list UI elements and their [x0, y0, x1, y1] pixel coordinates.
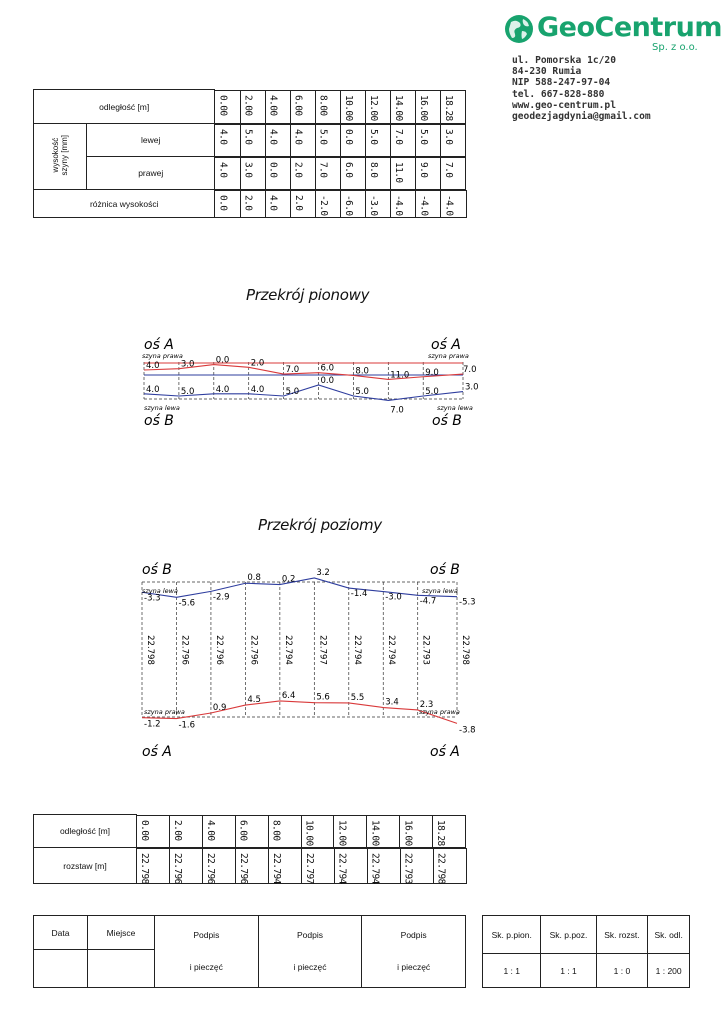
- distance-value: 2.00: [242, 94, 254, 115]
- diff-value-cell: [341, 190, 366, 218]
- height-group-label-2: szyny [mm]: [60, 134, 69, 176]
- left-rail-value-label: 4.0: [146, 384, 160, 395]
- left-rail-value-cell: [241, 124, 266, 157]
- right-rail-value-cell: [215, 157, 240, 190]
- globe-icon: [503, 13, 535, 45]
- gauge-value-label: 22.796: [213, 635, 224, 665]
- diff-values: [215, 190, 467, 218]
- rail-left-label: szyna lewa: [142, 587, 178, 595]
- distance-value-cell: [341, 90, 366, 124]
- left-rail-value-label: -4.7: [419, 596, 437, 607]
- diff-value: -4.0: [393, 194, 405, 215]
- distance-values: [137, 815, 467, 848]
- left-rail-value-label: -2.9: [212, 592, 230, 603]
- gauge-value-cell: [170, 848, 203, 884]
- company-name: GeoCentrum: [537, 12, 722, 43]
- right-rail-value: 2.0: [292, 161, 304, 177]
- date-header: Data: [34, 916, 88, 950]
- signature-cell: [258, 916, 362, 988]
- left-rail-value: 5.0: [242, 128, 254, 144]
- gauge-value-cell: [236, 848, 269, 884]
- scale-table: [482, 915, 690, 988]
- diff-value: -3.0: [368, 194, 380, 215]
- distance-value: 16.00: [417, 94, 429, 121]
- right-rail-value-label: -1.2: [144, 719, 161, 730]
- left-rail-value-label: 4.0: [250, 384, 265, 395]
- right-rail-value-label: 3.4: [385, 697, 399, 708]
- distance-value: 16.00: [402, 819, 414, 846]
- left-rail-value-cell: [341, 124, 366, 157]
- signature-label: Podpis: [400, 930, 427, 940]
- gauge-value: 22.798: [435, 852, 447, 884]
- left-rail-value-label: 3.0: [465, 382, 479, 393]
- contact-line: www.geo-centrum.pl: [512, 99, 616, 111]
- diff-header: różnica wysokości: [34, 190, 215, 218]
- left-rail-value: 4.0: [267, 128, 279, 144]
- right-rail-value: 7.0: [317, 161, 329, 177]
- right-rail-value-label: 9.0: [425, 367, 439, 378]
- right-rail-value-cell: [241, 157, 266, 190]
- right-rail-value: 4.0: [217, 161, 229, 177]
- scale-label: Sk. rozst.: [596, 916, 648, 954]
- diff-value: 4.0: [267, 194, 279, 210]
- right-rail-value-label: 11.0: [390, 370, 410, 381]
- right-rail-value: 0.0: [267, 161, 279, 177]
- contact-line: ul. Pomorska 1c/20: [512, 55, 616, 66]
- right-rail-value: 7.0: [443, 161, 454, 177]
- left-rail-value: 7.0: [392, 128, 404, 144]
- gauge-value-cell: [302, 848, 335, 884]
- distance-value: 14.00: [392, 94, 404, 121]
- left-rail-value: 4.0: [217, 128, 229, 144]
- left-rail-value-cell: [316, 124, 341, 157]
- right-rail-value-label: -3.8: [459, 725, 476, 736]
- distance-header: odległość [m]: [34, 90, 215, 124]
- right-rail-value-label: 4.5: [247, 695, 261, 706]
- rail-right-label: szyna prawa: [144, 708, 185, 716]
- gauge-value: 22.798: [139, 852, 150, 884]
- stamp-label: i pieczęć: [293, 962, 327, 972]
- signature-cell: [362, 916, 466, 988]
- left-rail-value-label: 5.0: [180, 387, 195, 397]
- horizontal-profile-title: Przekrój poziomy: [258, 516, 382, 534]
- diff-value: -4.0: [443, 194, 455, 215]
- distance-value-cell: [170, 815, 203, 848]
- contact-line: 84-230 Rumia: [512, 66, 582, 78]
- distance-value-cell: [137, 815, 170, 848]
- scale-value: 1 : 200: [648, 954, 690, 988]
- stamp-label: i pieczęć: [189, 962, 223, 972]
- right-rail-value-cell: [441, 157, 466, 190]
- axis-b-label-right: oś B: [430, 562, 460, 578]
- right-rail-value: 9.0: [417, 161, 429, 177]
- diff-value-cell: [291, 190, 316, 218]
- diff-value-cell: [391, 190, 416, 218]
- scale-value: 1 : 1: [541, 954, 596, 988]
- diff-value: -4.0: [418, 194, 430, 215]
- company-suffix: Sp. z o.o.: [652, 42, 698, 53]
- horizontal-profile-chart: [130, 555, 475, 765]
- left-rail-value-label: 0.0: [320, 376, 335, 386]
- axis-a-label-left: oś A: [144, 337, 174, 353]
- distance-value-cell: [203, 815, 236, 848]
- distance-value-cell: [441, 90, 466, 124]
- distance-value: 6.00: [292, 94, 304, 115]
- gauge-value-label: 22.794: [282, 635, 293, 665]
- place-value[interactable]: [88, 950, 155, 988]
- diff-value-cell: [416, 190, 441, 218]
- left-rail-value-label: 3.2: [316, 567, 330, 578]
- left-rail-value-label: 5.0: [425, 387, 439, 397]
- distance-value-cell: [391, 90, 416, 124]
- company-contact: [512, 55, 651, 122]
- rail-left-label: szyna lewa: [422, 587, 458, 595]
- left-rail-value-cell: [291, 124, 316, 157]
- distance-value: 2.00: [171, 819, 183, 840]
- distance-value-cell: [291, 90, 316, 124]
- gauge-header: rozstaw [m]: [34, 848, 137, 884]
- left-rail-header: lewej: [87, 124, 215, 157]
- gauge-value-label: 22.794: [351, 635, 362, 665]
- distance-value: 10.00: [303, 819, 315, 846]
- gauge-value-label: 22.793: [420, 635, 431, 665]
- distance-value-cell: [366, 90, 391, 124]
- right-rail-value-cell: [316, 157, 341, 190]
- signature-table: [33, 915, 466, 988]
- left-rail-value-label: 5.0: [285, 387, 300, 397]
- gauge-value: 22.796: [237, 852, 249, 884]
- right-rail-value-label: 0.9: [212, 703, 227, 714]
- distance-header: odległość [m]: [34, 815, 137, 848]
- right-rail-values: [215, 157, 467, 190]
- scale-label: Sk. odl.: [648, 916, 690, 954]
- left-rail-value-label: 7.0: [390, 405, 404, 416]
- right-rail-value-label: 5.5: [350, 692, 365, 703]
- right-rail-value-cell: [391, 157, 416, 190]
- left-rail-value-label: 0.8: [247, 573, 261, 584]
- gauge-value-cell: [269, 848, 302, 884]
- height-table: [33, 89, 467, 218]
- gauge-value: 22.796: [204, 852, 216, 884]
- left-rail-value-label: 0.2: [281, 574, 296, 585]
- distance-value-cell: [334, 815, 367, 848]
- vertical-profile-chart: [130, 330, 479, 430]
- diff-value-cell: [316, 190, 341, 218]
- distance-value-cell: [241, 90, 266, 124]
- signature-label: Podpis: [296, 930, 323, 940]
- distance-value: 6.00: [237, 819, 249, 840]
- diff-value: 2.0: [292, 194, 304, 210]
- height-group-label-1: wysokość: [51, 137, 60, 173]
- distance-values: [215, 90, 467, 124]
- diff-value: -2.0: [317, 194, 329, 215]
- distance-value: 10.00: [342, 94, 354, 121]
- gauge-value-label: 22.798: [145, 635, 155, 665]
- gauge-value-label: 22.797: [317, 635, 328, 665]
- left-rail-value: 5.0: [317, 128, 329, 144]
- right-rail-value-label: 0.0: [215, 355, 230, 366]
- distance-value: 18.28: [435, 819, 447, 846]
- date-value[interactable]: [34, 950, 88, 988]
- distance-value-cell: [266, 90, 291, 124]
- left-rail-values: [215, 124, 467, 157]
- scale-label: Sk. p.pion.: [483, 916, 541, 954]
- scale-label: Sk. p.poz.: [541, 916, 596, 954]
- left-rail-value-cell: [215, 124, 240, 157]
- distance-value: 12.00: [336, 819, 348, 846]
- distance-value: 14.00: [369, 819, 381, 846]
- axis-a-label-right: oś A: [430, 744, 460, 760]
- right-rail-value-label: 8.0: [355, 366, 369, 377]
- contact-line: NIP 588-247-97-04: [512, 77, 611, 89]
- diff-value-cell: [266, 190, 291, 218]
- contact-line: tel. 667-828-880: [512, 88, 605, 100]
- scale-value: 1 : 0: [596, 954, 648, 988]
- diff-value-cell: [215, 190, 240, 218]
- right-rail-value-label: 6.4: [281, 690, 296, 701]
- gauge-table: [33, 814, 467, 884]
- gauge-value: 22.794: [270, 852, 282, 884]
- left-rail-value-cell: [416, 124, 441, 157]
- right-rail-value-cell: [366, 157, 391, 190]
- signature-cell: [155, 916, 259, 988]
- gauge-value-label: 22.794: [386, 635, 397, 665]
- left-rail-value: 5.0: [417, 128, 429, 144]
- height-group-header: [34, 124, 87, 190]
- diff-value-cell: [366, 190, 391, 218]
- left-rail-value-label: 5.0: [355, 387, 369, 397]
- distance-value-cell: [433, 815, 466, 848]
- left-rail-value-cell: [266, 124, 291, 157]
- diff-value: -6.0: [342, 194, 354, 215]
- gauge-value-label: 22.796: [248, 635, 259, 665]
- gauge-value: 22.797: [303, 852, 315, 884]
- right-rail-value-label: -1.6: [178, 720, 196, 731]
- distance-value: 12.00: [367, 94, 379, 121]
- distance-value: 4.00: [267, 94, 279, 115]
- distance-value: 18.28: [443, 94, 454, 121]
- diff-value-cell: [241, 190, 266, 218]
- left-rail-value-label: 4.0: [215, 384, 230, 395]
- distance-value-cell: [416, 90, 441, 124]
- right-rail-value-cell: [266, 157, 291, 190]
- axis-a-label-left: oś A: [142, 744, 172, 760]
- left-rail-value-cell: [441, 124, 466, 157]
- left-rail-value: 5.0: [367, 128, 379, 144]
- left-rail-value-cell: [366, 124, 391, 157]
- left-rail-value-label: -3.3: [144, 593, 161, 604]
- right-rail-value-label: 7.0: [285, 365, 300, 376]
- rail-right-label: szyna prawa: [419, 708, 460, 716]
- rail-right-label: szyna prawa: [142, 352, 183, 360]
- rail-left-label: szyna lewa: [437, 404, 473, 412]
- right-rail-header: prawej: [87, 157, 215, 190]
- distance-value: 0.00: [217, 94, 229, 115]
- signature-label: Podpis: [193, 930, 220, 940]
- distance-value-cell: [316, 90, 341, 124]
- axis-b-label-left: oś B: [142, 562, 172, 578]
- axis-b-label-right: oś B: [432, 413, 462, 429]
- gauge-value: 22.794: [369, 852, 381, 884]
- left-rail-value-cell: [391, 124, 416, 157]
- left-rail-value-label: -5.6: [178, 598, 196, 609]
- gauge-value-cell: [335, 848, 368, 884]
- left-rail-value-label: -5.3: [459, 597, 476, 608]
- right-rail-value-cell: [341, 157, 366, 190]
- gauge-value: 22.796: [171, 852, 183, 884]
- right-rail-value-label: 2.0: [250, 358, 265, 369]
- gauge-value-label: 22.796: [179, 635, 190, 665]
- distance-value: 4.00: [204, 819, 216, 840]
- stamp-label: i pieczęć: [397, 962, 431, 972]
- gauge-value-label: 22.798: [460, 635, 470, 665]
- diff-value: 2.0: [242, 194, 254, 210]
- right-rail-value: 6.0: [342, 161, 354, 177]
- vertical-profile-title: Przekrój pionowy: [246, 286, 370, 304]
- right-rail-value-label: 7.0: [463, 365, 477, 376]
- axis-b-label-left: oś B: [144, 413, 174, 429]
- distance-value: 8.00: [270, 819, 282, 840]
- rail-right-label: szyna prawa: [428, 352, 469, 360]
- distance-value-cell: [367, 815, 400, 848]
- distance-value: 0.00: [139, 819, 150, 840]
- distance-value-cell: [400, 815, 433, 848]
- right-rail-value: 8.0: [367, 161, 379, 177]
- rail-left-label: szyna lewa: [144, 404, 180, 412]
- right-rail-value-cell: [291, 157, 316, 190]
- gauge-value-cell: [368, 848, 401, 884]
- left-rail-value: 3.0: [443, 128, 454, 144]
- gauge-values: [137, 848, 467, 884]
- right-rail-value-label: 2.3: [419, 699, 434, 710]
- left-rail-value: 0.0: [342, 128, 354, 144]
- distance-value: 8.00: [317, 94, 329, 115]
- diff-value-cell: [441, 190, 466, 218]
- scale-value: 1 : 1: [483, 954, 541, 988]
- right-rail-value-label: 6.0: [320, 363, 335, 374]
- right-rail-value-label: 5.6: [316, 692, 330, 703]
- gauge-value-cell: [401, 848, 434, 884]
- gauge-value-cell: [203, 848, 236, 884]
- left-rail-value: 4.0: [292, 128, 304, 144]
- left-rail-value-label: -1.4: [350, 589, 368, 600]
- distance-value-cell: [215, 90, 240, 124]
- gauge-value: 22.794: [336, 852, 348, 884]
- distance-value-cell: [236, 815, 269, 848]
- right-rail-value: 3.0: [242, 161, 254, 177]
- distance-value-cell: [269, 815, 302, 848]
- left-rail-value-label: -3.0: [385, 592, 402, 603]
- gauge-value-cell: [434, 848, 467, 884]
- gauge-value-cell: [137, 848, 170, 884]
- right-rail-value-cell: [416, 157, 441, 190]
- gauge-value: 22.793: [402, 852, 414, 884]
- diff-value: 0.0: [217, 194, 229, 210]
- distance-value-cell: [302, 815, 335, 848]
- place-header: Miejsce: [88, 916, 155, 950]
- right-rail-value-label: 3.0: [180, 359, 195, 370]
- contact-line: geodezjagdynia@gmail.com: [512, 111, 651, 123]
- axis-a-label-right: oś A: [431, 337, 461, 353]
- right-rail-value-label: 4.0: [146, 361, 160, 371]
- right-rail-value: 11.0: [392, 161, 404, 182]
